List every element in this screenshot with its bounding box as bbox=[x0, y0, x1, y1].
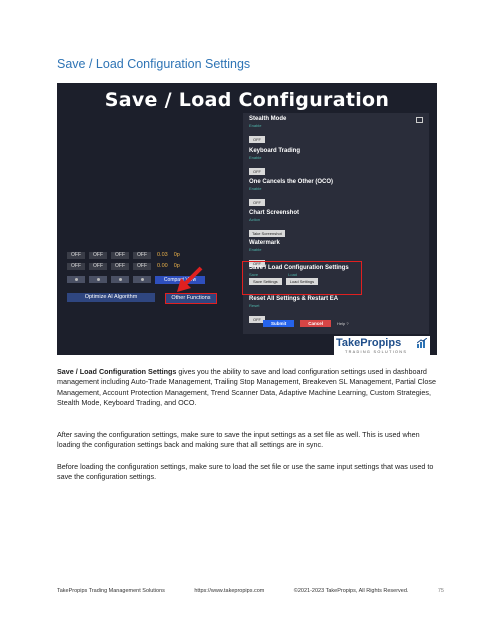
page-footer bbox=[57, 588, 444, 594]
section-label: Enable bbox=[249, 247, 262, 252]
footer-company: TakePropips Trading Management Solutions bbox=[57, 588, 165, 594]
toggle-cell[interactable]: OFF bbox=[133, 252, 151, 259]
load-settings-button[interactable]: Load Settings bbox=[286, 278, 318, 285]
section-chart-screenshot bbox=[249, 210, 419, 240]
value-suffix: 0p bbox=[173, 263, 180, 269]
section-label: Enable bbox=[249, 155, 262, 160]
optimize-ai-button[interactable]: Optimize AI Algorithm bbox=[67, 293, 155, 302]
keyboard-toggle[interactable]: OFF bbox=[249, 168, 265, 175]
stealth-toggle[interactable]: OFF bbox=[249, 136, 265, 143]
compact-view-button[interactable]: Compact View bbox=[155, 276, 205, 284]
panel-footer-buttons bbox=[263, 320, 349, 327]
section-stealth-mode bbox=[249, 116, 419, 146]
paragraph-1-bold: Save / Load Configuration Settings bbox=[57, 367, 177, 376]
toggle-cell[interactable]: OFF bbox=[111, 252, 129, 259]
section-oco bbox=[249, 179, 419, 209]
section-label: Reset bbox=[249, 303, 260, 308]
screenshot-title: Save / Load Configuration bbox=[104, 89, 390, 111]
dot-icon bbox=[141, 278, 144, 281]
section-keyboard-trading bbox=[249, 148, 419, 178]
paragraph-1 bbox=[57, 367, 443, 408]
toggle-cell[interactable]: OFF bbox=[111, 263, 129, 270]
section-title: Stealth Mode bbox=[249, 116, 287, 122]
value-readout: 0.03 bbox=[157, 252, 168, 258]
dashboard-row-1 bbox=[67, 252, 180, 259]
save-settings-button[interactable]: Save Settings bbox=[249, 278, 282, 285]
toggle-cell[interactable]: OFF bbox=[67, 252, 85, 259]
section-title: Reset All Settings & Restart EA bbox=[249, 296, 339, 302]
status-dot-cell bbox=[111, 276, 129, 283]
section-title: One Cancels the Other (OCO) bbox=[249, 179, 334, 185]
toggle-cell[interactable]: OFF bbox=[133, 263, 151, 270]
toggle-cell[interactable]: OFF bbox=[67, 263, 85, 270]
section-label: Action bbox=[249, 217, 261, 222]
configuration-screenshot bbox=[57, 83, 437, 355]
footer-url[interactable]: https://www.takepropips.com bbox=[194, 588, 265, 594]
paragraph-3-text: Before loading the configuration settings, make sure to load the set file or use the same input settings that was used to save the configuration settings. bbox=[57, 462, 434, 482]
page-heading: Save / Load Configuration Settings bbox=[57, 57, 251, 71]
save-load-highlight-box bbox=[242, 261, 362, 295]
section-label: Enable bbox=[249, 186, 262, 191]
section-label: Enable bbox=[249, 123, 262, 128]
logo-text: TakePropips bbox=[336, 337, 402, 349]
watermark-toggle[interactable]: OFF bbox=[249, 260, 265, 267]
cancel-button[interactable]: Cancel bbox=[300, 320, 331, 327]
status-dot-cell bbox=[89, 276, 107, 283]
paragraph-2 bbox=[57, 430, 443, 451]
take-screenshot-button[interactable]: Take Screenshot bbox=[249, 230, 285, 237]
dot-icon bbox=[75, 278, 78, 281]
toggle-cell[interactable]: OFF bbox=[89, 263, 107, 270]
value-suffix: 0p bbox=[173, 252, 180, 258]
save-label: Save bbox=[249, 272, 259, 277]
section-title: Chart Screenshot bbox=[249, 210, 300, 216]
section-title: Watermark bbox=[249, 240, 280, 246]
submit-button[interactable]: Submit bbox=[263, 320, 294, 327]
load-label: Load bbox=[288, 272, 298, 277]
dashboard-panel bbox=[57, 249, 243, 309]
logo-tagline: TRADING SOLUTIONS bbox=[345, 350, 408, 354]
dot-icon bbox=[119, 278, 122, 281]
status-dot-cell bbox=[133, 276, 151, 283]
help-link[interactable]: Help ? bbox=[337, 321, 349, 326]
other-functions-button[interactable]: Other Functions bbox=[165, 293, 217, 304]
dashboard-row-2 bbox=[67, 263, 180, 270]
value-readout: 0.00 bbox=[157, 263, 168, 269]
page-number: 75 bbox=[437, 588, 444, 594]
section-title: Keyboard Trading bbox=[249, 148, 301, 154]
reset-toggle[interactable]: OFF bbox=[249, 316, 265, 323]
paragraph-1-text: gives you the ability to save and load configuration settings used in dashboard management including Auto-Trade Management, Trailing Stop Management, Breakeven SL Management, Partial Close Management, Account Protection Management, Trend Scanner Data, Adaptive Machine Learning, Custom Strategies, Stealth Mode, Keyboard Trading, and OCO. bbox=[57, 367, 437, 407]
oco-toggle[interactable]: OFF bbox=[249, 199, 265, 206]
red-arrow-icon bbox=[175, 266, 205, 296]
status-dot-cell bbox=[67, 276, 85, 283]
footer-copyright: ©2021-2023 TakePropips, All Rights Reserved. bbox=[293, 588, 409, 594]
bar-chart-icon bbox=[417, 338, 427, 348]
section-title: Save / Load Configuration Settings bbox=[249, 265, 349, 271]
paragraph-3 bbox=[57, 462, 443, 483]
settings-panel bbox=[243, 113, 429, 334]
takepropips-logo bbox=[334, 336, 430, 357]
dot-icon bbox=[97, 278, 100, 281]
toggle-cell[interactable]: OFF bbox=[89, 252, 107, 259]
paragraph-2-text: After saving the configuration settings, make sure to save the input settings as a set file as well. This is used when loading the configuration settings back and making sure that all settings are in sync. bbox=[57, 430, 420, 450]
